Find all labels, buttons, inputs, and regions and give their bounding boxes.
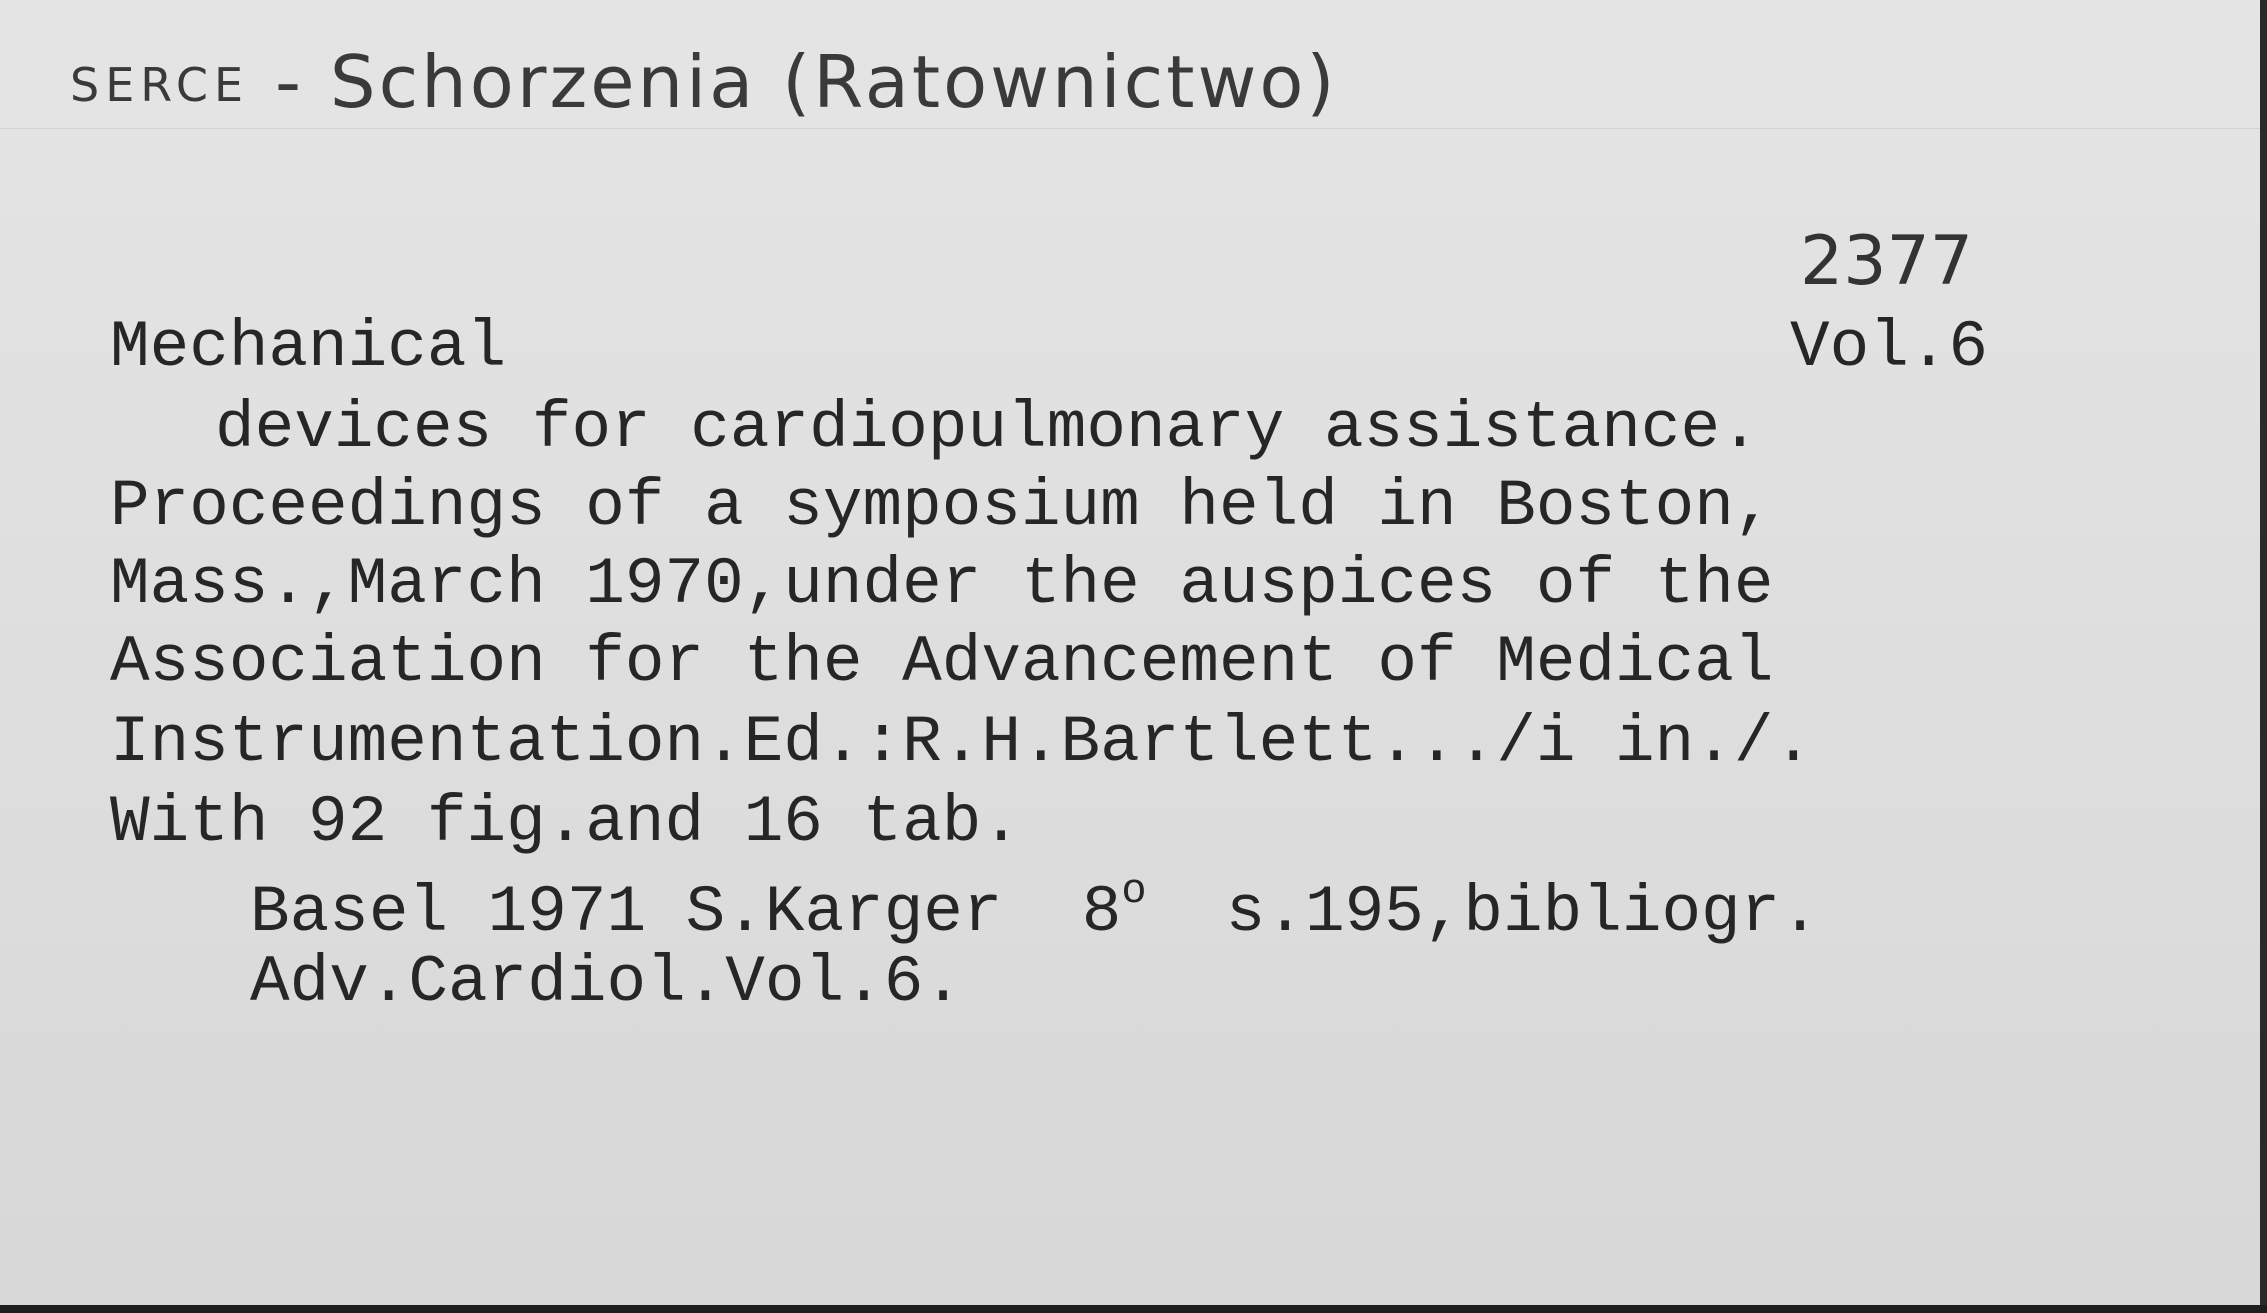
card-ruling-line (0, 128, 2267, 129)
imprint-text: Basel 1971 S.Karger 8 (250, 875, 1122, 950)
title-line-2: devices for cardiopulmonary assistance. (215, 391, 1760, 466)
pages-text: s.195,bibliogr. (1146, 875, 1820, 950)
subject-heading-caps: SERCE (70, 58, 250, 112)
description-line-3: Proceedings of a symposium held in Boston, (110, 469, 1774, 544)
format-degree: o (1121, 867, 1147, 915)
description-line-4: Mass.,March 1970,under the auspices of the (110, 547, 1774, 622)
subject-heading-text: - Schorzenia (Ratownictwo) (249, 40, 1338, 124)
volume-label: Vol.6 (1790, 310, 1989, 385)
description-line-7: With 92 fig.and 16 tab. (110, 785, 1021, 860)
card-edge-bottom (0, 1305, 2267, 1313)
series-line: Adv.Cardiol.Vol.6. (250, 945, 963, 1020)
description-line-6: Instrumentation.Ed.:R.H.Bartlett.../i in./. (110, 705, 1814, 780)
description-line-5: Association for the Advancement of Medical (110, 625, 1774, 700)
card-edge-right (2260, 0, 2267, 1313)
title-line-1: Mechanical (110, 310, 507, 385)
subject-heading (70, 40, 1338, 124)
imprint-line (250, 867, 1820, 950)
call-number: 2377 (1800, 222, 1974, 301)
